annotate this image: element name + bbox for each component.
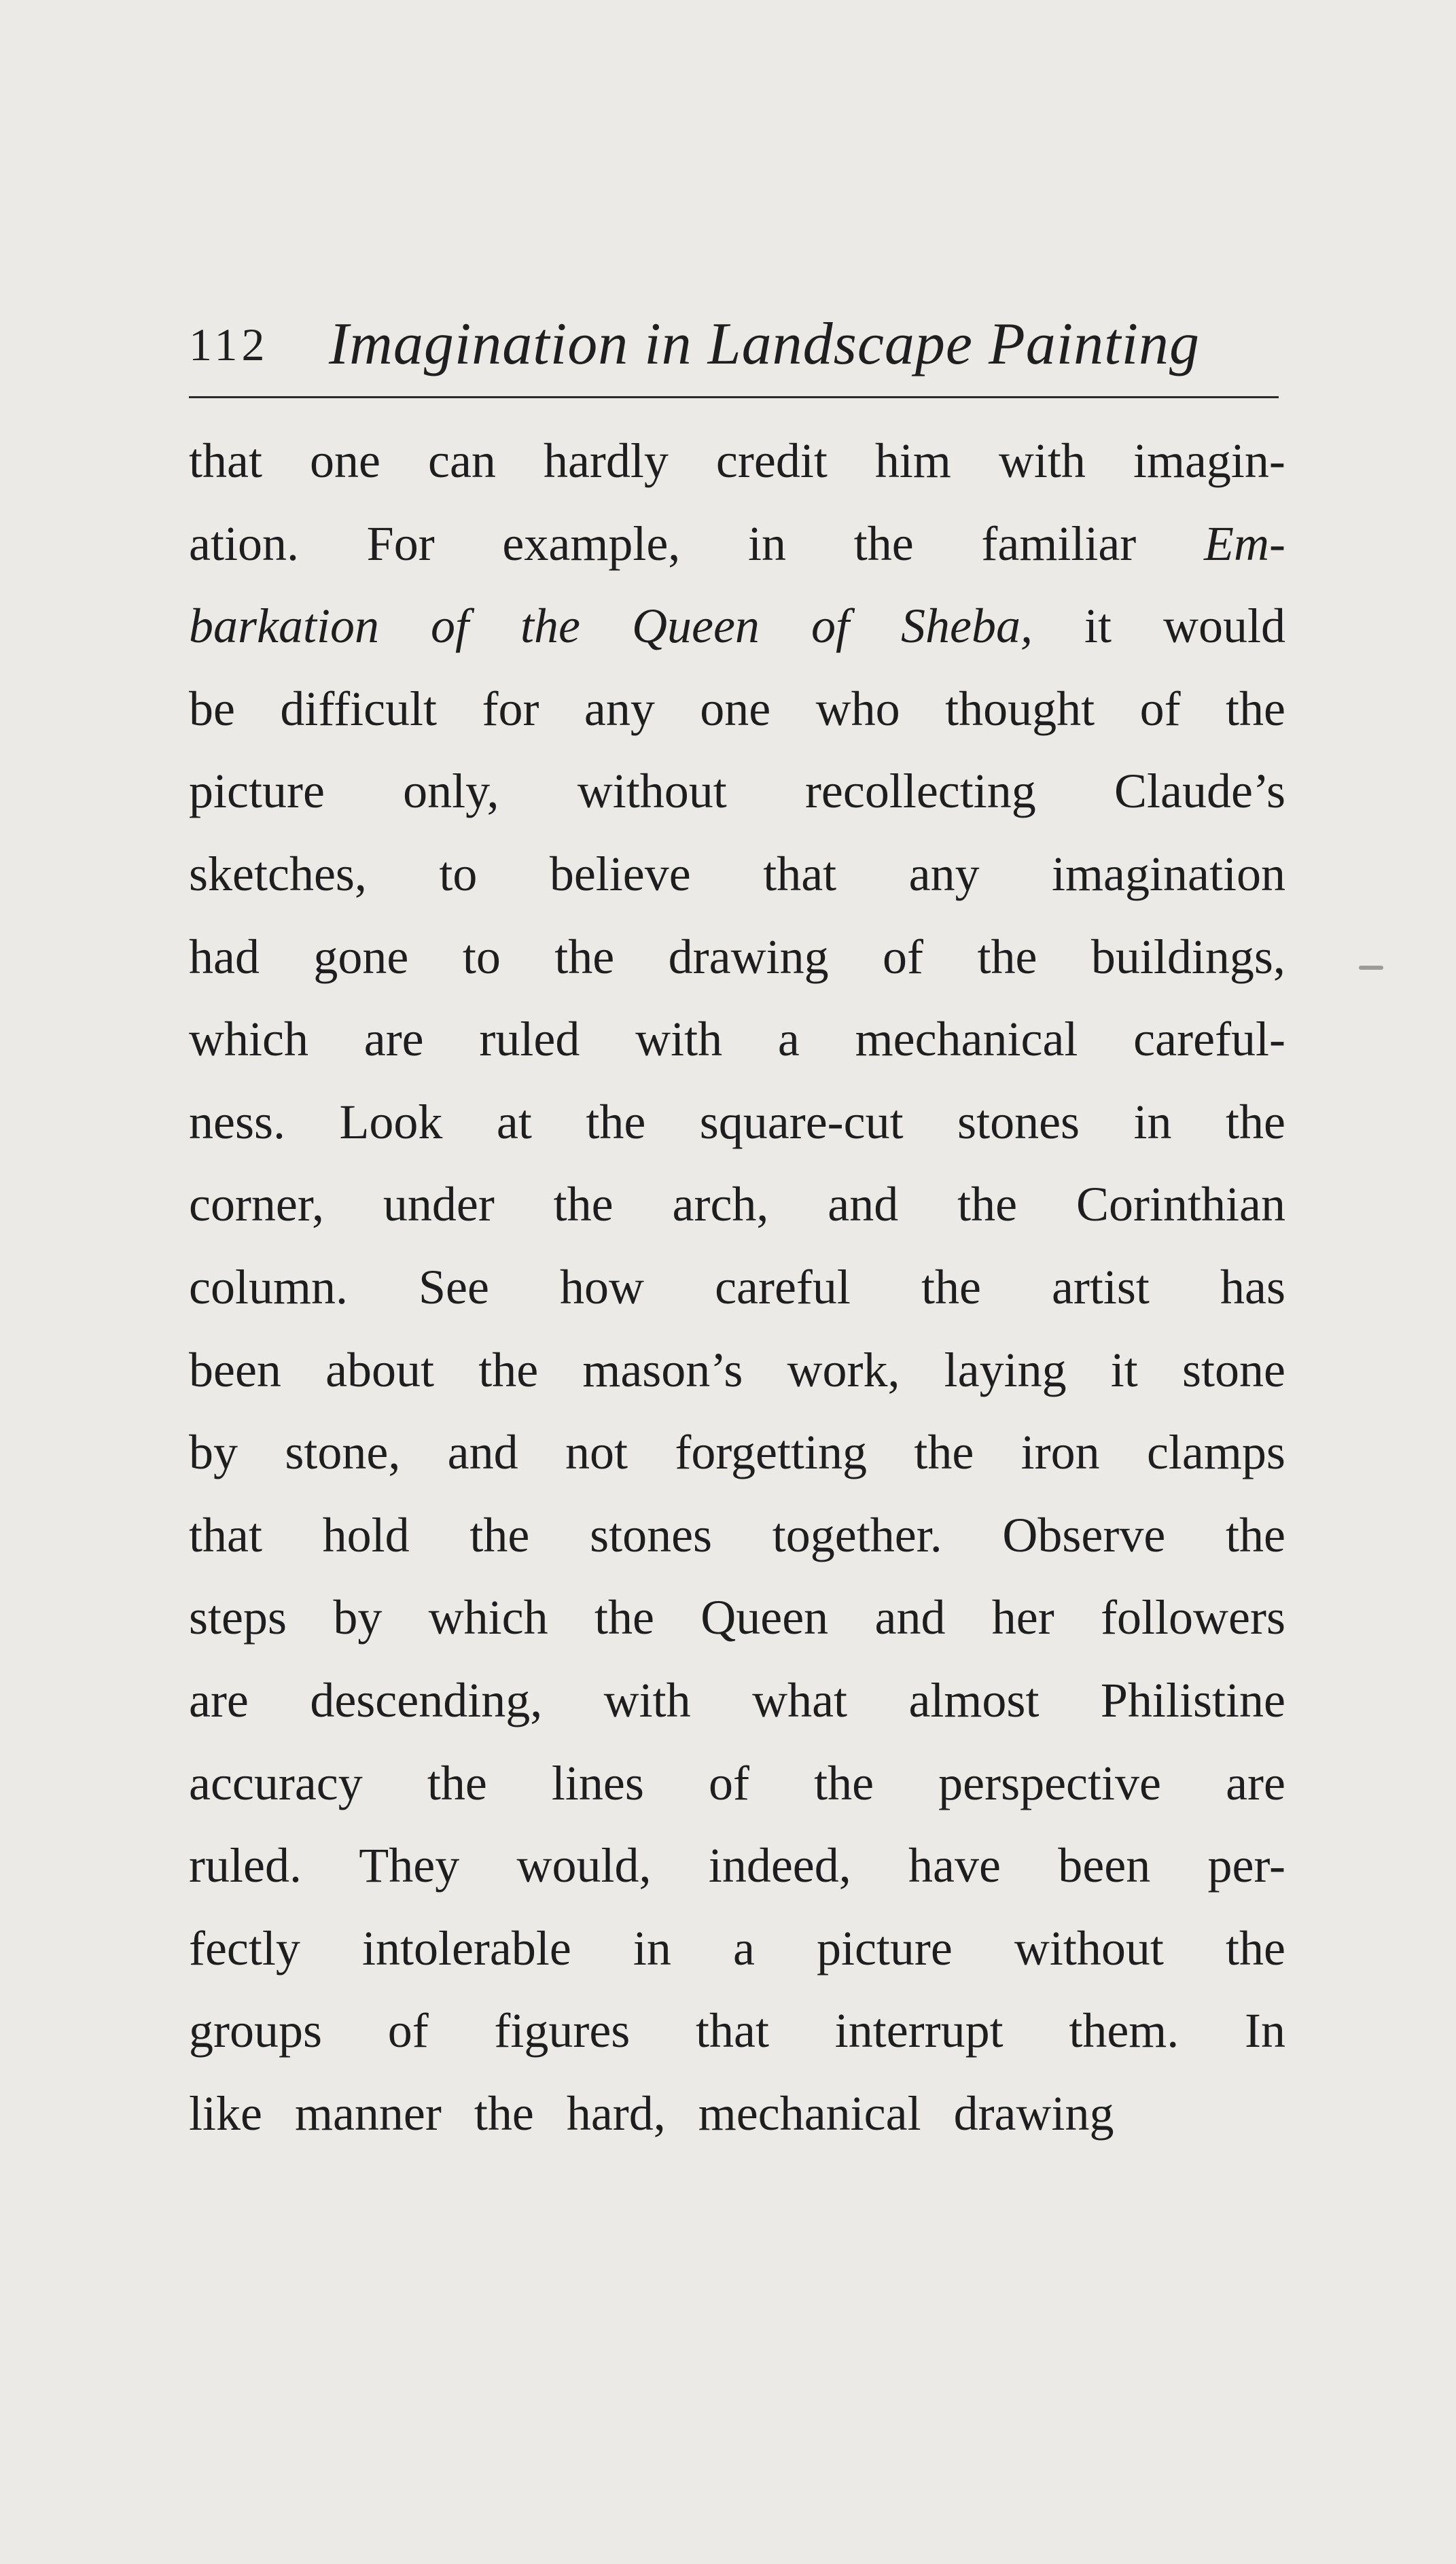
word: lines: [551, 1755, 644, 1810]
word: in: [1133, 1094, 1172, 1149]
word: of: [709, 1755, 749, 1810]
text-line: [189, 750, 1285, 833]
body-text: [189, 420, 1285, 2155]
word: They: [359, 1838, 460, 1893]
word: been: [189, 1342, 281, 1397]
word: stone,: [285, 1425, 401, 1480]
word: hold: [322, 1507, 410, 1562]
word: the: [478, 1342, 539, 1397]
word: buildings,: [1090, 929, 1285, 984]
word: about: [325, 1342, 435, 1397]
text-line: [189, 1577, 1285, 1659]
word: the: [553, 1177, 614, 1232]
word: would: [1163, 599, 1285, 654]
text-line: [189, 503, 1285, 586]
text-line: [189, 1329, 1285, 1412]
word: a: [777, 1012, 800, 1067]
word: are: [1226, 1755, 1285, 1810]
word: hardly: [543, 434, 669, 488]
word: it: [1084, 599, 1112, 654]
word: the: [554, 929, 615, 984]
word: followers: [1101, 1590, 1285, 1645]
word: work,: [787, 1342, 900, 1397]
word: the: [977, 929, 1037, 984]
word: and: [874, 1590, 946, 1645]
word: have: [908, 1838, 1001, 1893]
word: at: [496, 1094, 532, 1149]
word: gone: [313, 929, 409, 984]
text-line: [189, 585, 1285, 668]
text-line: [189, 1990, 1285, 2073]
word: one: [700, 681, 771, 736]
word: the: [1225, 681, 1285, 736]
word: the: [1225, 1920, 1285, 1975]
word: her: [991, 1590, 1054, 1645]
word: See: [419, 1259, 489, 1314]
word: Queen: [632, 599, 760, 654]
word: for: [482, 681, 539, 736]
word: Observe: [1002, 1507, 1166, 1562]
word: laying: [944, 1342, 1067, 1397]
word: that: [763, 846, 837, 901]
word: mechanical: [698, 2086, 921, 2141]
word: with: [998, 434, 1086, 488]
word: of: [1139, 681, 1181, 736]
word: fectly: [189, 1920, 300, 1975]
word: forgetting: [675, 1425, 867, 1480]
word: sketches,: [189, 846, 367, 901]
word: familiar: [981, 516, 1137, 571]
word: together.: [772, 1507, 942, 1562]
word: would,: [516, 1838, 652, 1893]
word: not: [565, 1425, 628, 1480]
word: of: [811, 599, 849, 654]
word: be: [189, 681, 235, 736]
word: of: [883, 929, 924, 984]
word: of: [431, 599, 469, 654]
word: which: [189, 1012, 308, 1067]
word: without: [577, 764, 727, 819]
word: to: [462, 929, 501, 984]
word: it: [1110, 1342, 1138, 1397]
word: the: [957, 1177, 1018, 1232]
word: stone: [1182, 1342, 1285, 1397]
word: careful-: [1133, 1012, 1285, 1067]
word: stones: [957, 1094, 1080, 1149]
word: any: [584, 681, 655, 736]
running-title: Imagination in Landscape Painting: [329, 311, 1201, 377]
word: hard,: [566, 2086, 666, 2141]
word: that: [189, 1507, 262, 1562]
word: drawing: [668, 929, 829, 984]
word: one: [310, 434, 380, 488]
word: For: [366, 516, 435, 571]
word: the: [427, 1755, 487, 1810]
word: drawing: [953, 2086, 1114, 2141]
text-line: [189, 833, 1285, 916]
word: the: [853, 516, 914, 571]
word: like: [189, 2086, 262, 2141]
word: can: [428, 434, 496, 488]
word: Queen: [700, 1590, 829, 1645]
word: picture: [816, 1920, 953, 1975]
word: square-cut: [699, 1094, 904, 1149]
text-line: [189, 668, 1285, 751]
word: example,: [502, 516, 681, 571]
word: the: [594, 1590, 654, 1645]
word: under: [383, 1177, 495, 1232]
word: ruled: [479, 1012, 580, 1067]
word: to: [439, 846, 478, 901]
word: in: [633, 1920, 671, 1975]
margin-dash-mark: [1359, 966, 1383, 970]
word: the: [520, 599, 580, 654]
word: without: [1014, 1920, 1164, 1975]
text-line: [189, 1908, 1285, 1990]
word: had: [189, 929, 260, 984]
word: that: [696, 2003, 769, 2058]
word: Look: [339, 1094, 443, 1149]
word: them.: [1069, 2003, 1179, 2058]
word: intolerable: [361, 1920, 571, 1975]
text-line: [189, 1163, 1285, 1246]
word: the: [474, 2086, 534, 2141]
word: the: [586, 1094, 646, 1149]
running-head: [189, 310, 1279, 378]
word: who: [815, 681, 900, 736]
word: the: [914, 1425, 974, 1480]
word: almost: [908, 1672, 1040, 1727]
word: picture: [189, 764, 325, 819]
word: credit: [715, 434, 828, 488]
word: perspective: [938, 1755, 1161, 1810]
word: imagination: [1052, 846, 1285, 901]
word: mechanical: [855, 1012, 1078, 1067]
word: the: [921, 1259, 981, 1314]
word: imagin-: [1133, 434, 1285, 488]
text-line: [189, 1742, 1285, 1825]
word: him: [874, 434, 951, 488]
word: which: [428, 1590, 548, 1645]
word: the: [1226, 1507, 1285, 1562]
word: Philistine: [1100, 1672, 1285, 1727]
word: indeed,: [708, 1838, 851, 1893]
word: believe: [549, 846, 691, 901]
word: ness.: [189, 1094, 285, 1149]
text-line: [189, 420, 1285, 503]
word: arch,: [672, 1177, 769, 1232]
word: by: [333, 1590, 383, 1645]
word: Sheba,: [900, 599, 1033, 654]
word: recollecting: [804, 764, 1036, 819]
word: only,: [403, 764, 499, 819]
word: thought: [945, 681, 1095, 736]
word: artist: [1051, 1259, 1150, 1314]
word: Em-: [1203, 516, 1285, 571]
word: a: [732, 1920, 755, 1975]
word: per-: [1207, 1838, 1285, 1893]
word: and: [447, 1425, 518, 1480]
word: difficult: [280, 681, 438, 736]
word: the: [1225, 1094, 1285, 1149]
word: barkation: [189, 599, 379, 654]
word: with: [603, 1672, 691, 1727]
text-line: [189, 1246, 1285, 1329]
word: Claude’s: [1114, 764, 1285, 819]
word: what: [752, 1672, 848, 1727]
word: Corinthian: [1076, 1177, 1285, 1232]
text-line: [189, 1494, 1285, 1577]
text-line: [189, 1081, 1285, 1164]
word: mason’s: [582, 1342, 743, 1397]
word: clamps: [1146, 1425, 1285, 1480]
word: how: [560, 1259, 645, 1314]
header-rule: [189, 396, 1279, 398]
word: the: [814, 1755, 874, 1810]
word: are: [363, 1012, 424, 1067]
word: that: [189, 434, 262, 488]
word: groups: [189, 2003, 322, 2058]
word: interrupt: [834, 2003, 1004, 2058]
word: been: [1058, 1838, 1151, 1893]
word: with: [635, 1012, 723, 1067]
word: has: [1220, 1259, 1285, 1314]
word: corner,: [189, 1177, 324, 1232]
page-number: 112: [189, 319, 269, 370]
word: ation.: [189, 516, 299, 571]
word: stones: [590, 1507, 713, 1562]
word: accuracy: [189, 1755, 363, 1810]
word: ruled.: [189, 1838, 302, 1893]
text-line: [189, 916, 1285, 999]
word: are: [189, 1672, 249, 1727]
text-line: [189, 1411, 1285, 1494]
text-line: [189, 998, 1285, 1081]
word: the: [469, 1507, 530, 1562]
word: In: [1245, 2003, 1285, 2058]
word: by: [189, 1425, 238, 1480]
word: of: [387, 2003, 429, 2058]
word: manner: [294, 2086, 442, 2141]
word: any: [908, 846, 980, 901]
word: descending,: [310, 1672, 543, 1727]
text-line: [189, 1659, 1285, 1742]
word: column.: [189, 1259, 348, 1314]
word: in: [748, 516, 787, 571]
word: figures: [494, 2003, 631, 2058]
text-line: [189, 2073, 1285, 2156]
word: careful: [715, 1259, 851, 1314]
word: and: [828, 1177, 899, 1232]
word: steps: [189, 1590, 287, 1645]
text-line: [189, 1825, 1285, 1908]
word: iron: [1020, 1425, 1100, 1480]
